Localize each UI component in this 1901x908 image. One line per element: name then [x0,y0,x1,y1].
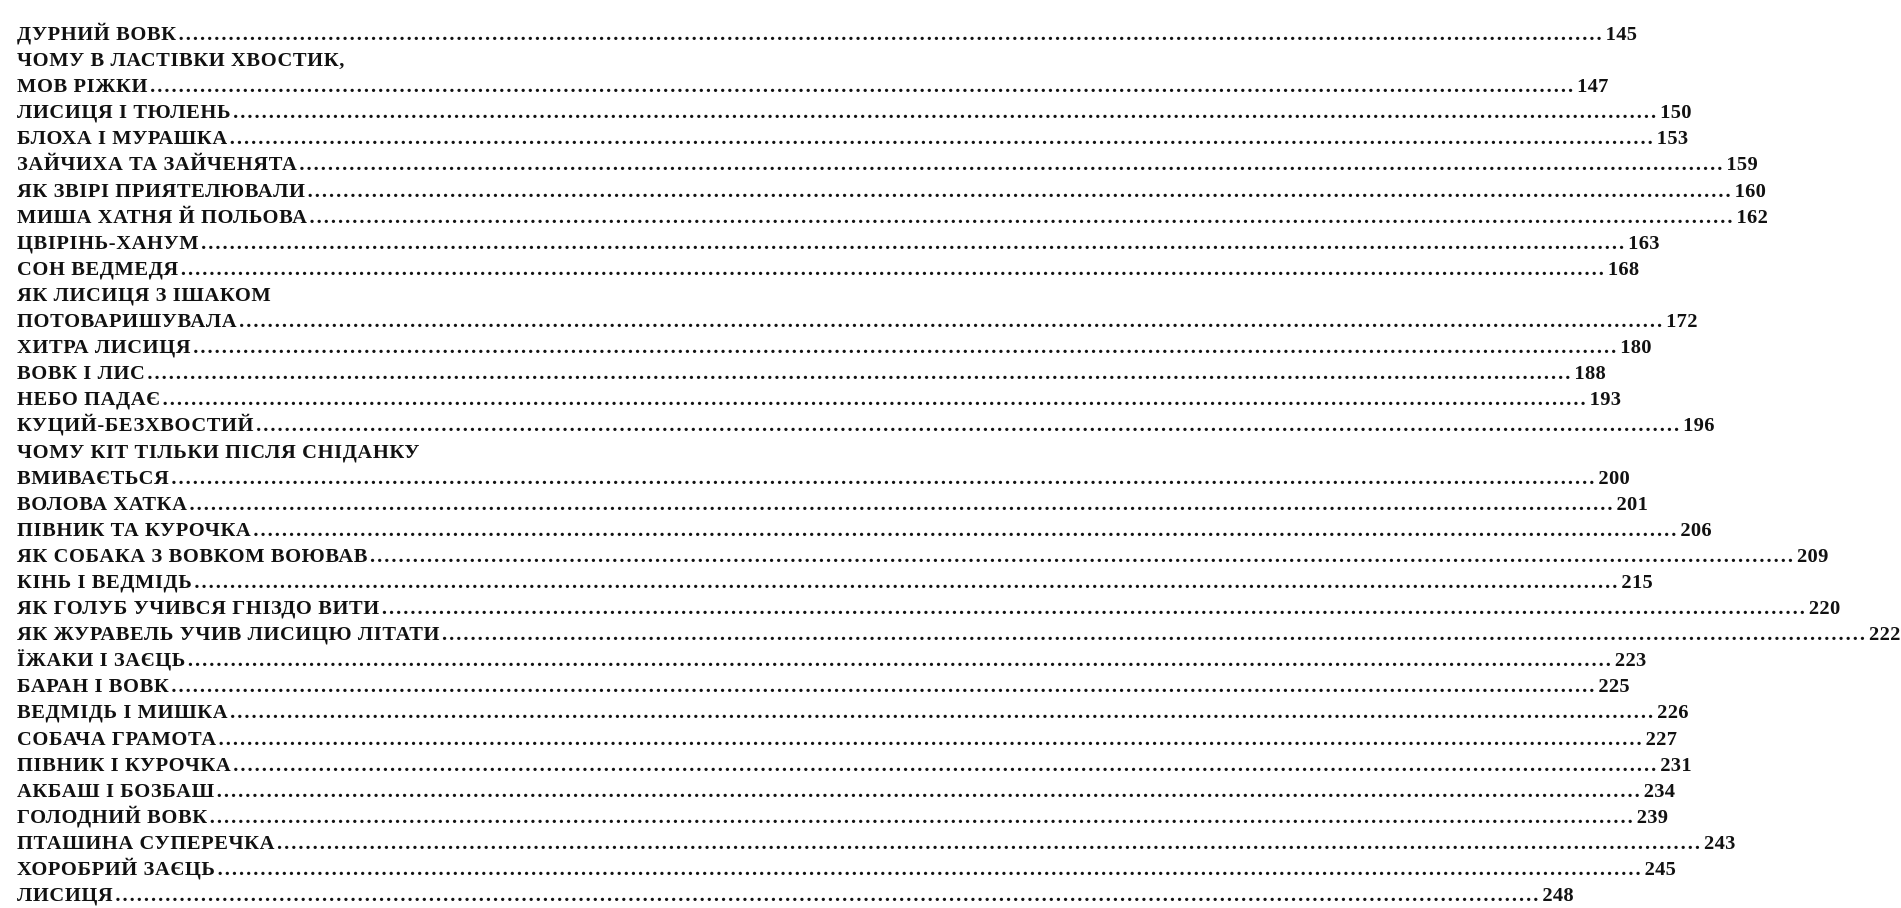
toc-entry-title: ГОЛОДНИЙ ВОВК [17,805,208,828]
dot-leader: ........................................................................................................................................................................................................ [217,858,1643,880]
toc-entry-title: НЕБО ПАДАЄ [17,388,161,411]
dot-leader: ........................................................................................................................................................................................................ [442,623,1868,646]
toc-entry [17,726,1678,752]
toc-entry [17,569,1654,595]
toc-entry [17,543,1829,569]
toc-entry-page-number: 201 [1616,492,1649,515]
toc-entry [17,439,591,465]
toc-entry [17,256,1640,282]
toc-entry [17,125,1689,151]
toc-entry [17,99,1692,125]
dot-leader: ........................................................................................................................................................................................................ [233,753,1659,776]
dot-leader: ........................................................................................................................................................................................................ [201,231,1627,254]
dot-leader: ........................................................................................................................................................................................................ [193,336,1619,359]
toc-entry-page-number: 168 [1607,257,1640,280]
toc-entry [17,386,1622,412]
dot-leader: ........................................................................................................................................................................................................ [253,518,1679,541]
toc-entry-page-number: 153 [1656,127,1689,150]
dot-leader: ........................................................................................................................................................................................................ [230,701,1656,724]
toc-entry-title: ЛИСИЦЯ [17,884,114,907]
toc-entry-page-number: 206 [1680,518,1712,541]
toc-entry-page-number: 160 [1734,179,1767,202]
toc-entry [17,882,1574,908]
toc-entry-page-number: 223 [1614,649,1647,672]
dot-leader: ........................................................................................................................................................................................................ [307,179,1733,202]
table-of-contents [17,0,1901,908]
toc-entry-page-number: 150 [1660,101,1692,124]
toc-entry [17,778,1676,804]
toc-entry-title: ВМИВАЄТЬСЯ [17,466,170,489]
toc-entry-page-number: 225 [1598,675,1630,698]
toc-entry [17,673,1630,699]
toc-entry-page-number: 180 [1620,336,1652,359]
toc-entry-title: МОВ РІЖКИ [17,75,149,98]
toc-entry-title: БЛОХА І МУРАШКА [17,127,228,150]
dot-leader: ........................................................................................................................................................................................................ [115,884,1541,907]
toc-entry-title: ПІВНИК І КУРОЧКА [17,753,232,776]
toc-entry-page-number: 188 [1574,362,1607,385]
toc-entry [17,308,1698,334]
dot-leader: ........................................................................................................................................................................................................ [216,779,1642,802]
toc-entry-title: ПІВНИК ТА КУРОЧКА [17,518,252,541]
toc-entry [17,752,1692,778]
dot-leader: ........................................................................................................................................................................................................ [229,127,1655,150]
toc-entry-title: ПТАШИНА СУПЕРЕЧКА [17,831,276,854]
toc-entry-page-number: 209 [1797,544,1829,567]
toc-entry-title: КІНЬ І ВЕДМІДЬ [17,570,193,593]
toc-entry [17,595,1841,621]
toc-entry-title: ЯК ЛИСИЦЯ З ІШАКОМ [17,283,272,306]
toc-entry-title: ЧОМУ В ЛАСТІВКИ ХВОСТИК, [17,49,345,72]
toc-entry-title: ЦВІРІНЬ-ХАНУМ [17,231,200,254]
toc-entry [17,517,1712,543]
toc-entry-title: ЇЖАКИ І ЗАЄЦЬ [17,649,186,672]
dot-leader: ........................................................................................................................................................................................................ [171,466,1597,489]
dot-leader: ........................................................................................................................................................................................................ [239,310,1665,333]
toc-entry-page-number: 239 [1636,805,1669,828]
dot-leader: ........................................................................................................................................................................................................ [233,101,1659,124]
toc-entry [17,360,1607,386]
toc-entry-title: ЯК СОБАКА З ВОВКОМ ВОЮВАВ [17,544,368,567]
toc-entry-title: ЛИСИЦЯ І ТЮЛЕНЬ [17,101,232,124]
dot-leader: ........................................................................................................................................................................................................ [187,649,1613,672]
toc-entry [17,647,1647,673]
toc-entry-page-number: 248 [1542,884,1574,907]
toc-entry-page-number: 147 [1577,75,1609,98]
toc-entry-page-number: 172 [1666,310,1698,333]
toc-entry-title: ВЕДМІДЬ І МИШКА [17,701,229,724]
toc-entry-title: ЗАЙЧИХА ТА ЗАЙЧЕНЯТА [17,153,298,176]
toc-entry-page-number: 193 [1589,388,1622,411]
toc-entry [17,412,1715,438]
toc-entry-title: МИША ХАТНЯ Й ПОЛЬОВА [17,205,308,228]
toc-entry-title: ВОЛОВА ХАТКА [17,492,188,515]
toc-entry-title: ДУРНИЙ ВОВК [17,23,177,45]
toc-entry [17,804,1669,830]
toc-entry-page-number: 234 [1643,779,1676,802]
toc-entry-page-number: 162 [1736,205,1769,228]
toc-entry [17,830,1736,856]
toc-entry [17,73,1609,99]
toc-entry-title: ХОРОБРИЙ ЗАЄЦЬ [17,858,216,880]
toc-entry [17,465,1631,491]
dot-leader: ........................................................................................................................................................................................................ [147,362,1573,385]
dot-leader: ........................................................................................................................................................................................................ [178,23,1604,45]
toc-entry-title: ВОВК І ЛИС [17,362,146,385]
toc-entry-title: БАРАН І ВОВК [17,675,170,698]
toc-entry-title: ХИТРА ЛИСИЦЯ [17,336,192,359]
dot-leader: ........................................................................................................................................................................................................ [150,75,1576,98]
toc-entry [17,151,1759,177]
toc-entry-title: АКБАШ І БОЗБАШ [17,779,215,802]
toc-entry-page-number: 159 [1726,153,1759,176]
toc-entry [17,856,1677,882]
dot-leader: ........................................................................................................................................................................................................ [209,805,1635,828]
dot-leader: ........................................................................................................................................................................................................ [299,153,1725,176]
toc-entry [17,491,1649,517]
toc-entry-page-number: 215 [1621,570,1654,593]
toc-entry-page-number: 163 [1628,231,1660,254]
dot-leader: ........................................................................................................................................................................................................ [189,492,1615,515]
toc-entry-title: СОБАЧА ГРАМОТА [17,727,217,750]
toc-entry-title: ЯК ЗВІРІ ПРИЯТЕЛЮВАЛИ [17,179,306,202]
dot-leader: ........................................................................................................................................................................................................ [162,388,1588,411]
toc-entry-page-number: 200 [1598,466,1631,489]
toc-entry-page-number: 243 [1704,831,1736,854]
dot-leader: ........................................................................................................................................................................................................ [309,205,1735,228]
toc-entry [17,178,1767,204]
toc-entry-title: ЯК ЖУРАВЕЛЬ УЧИВ ЛИСИЦЮ ЛІТАТИ [17,623,441,646]
dot-leader: ........................................................................................................................................................................................................ [256,414,1682,437]
dot-leader: ........................................................................................................................................................................................................ [381,597,1807,620]
toc-entry [17,699,1689,725]
toc-entry-page-number: 231 [1660,753,1692,776]
toc-entry [17,282,591,308]
dot-leader: ........................................................................................................................................................................................................ [180,257,1606,280]
toc-entry-page-number: 222 [1869,623,1901,646]
toc-entry-page-number: 245 [1644,858,1677,880]
toc-entry-title: КУЦИЙ-БЕЗХВОСТИЙ [17,414,255,437]
toc-entry [17,21,1638,47]
toc-entry-page-number: 196 [1683,414,1715,437]
toc-entry [17,621,1901,647]
dot-leader: ........................................................................................................................................................................................................ [277,831,1703,854]
toc-entry-title: ПОТОВАРИШУВАЛА [17,310,238,333]
toc-entry-title: СОН ВЕДМЕДЯ [17,257,179,280]
toc-entry [17,204,1769,230]
toc-entry-page-number: 220 [1808,597,1841,620]
dot-leader: ........................................................................................................................................................................................................ [171,675,1597,698]
toc-entry-title: ЧОМУ КІТ ТІЛЬКИ ПІСЛЯ СНІДАНКУ [17,440,421,463]
dot-leader: ........................................................................................................................................................................................................ [218,727,1644,750]
toc-entry-page-number: 227 [1645,727,1678,750]
dot-leader: ........................................................................................................................................................................................................ [370,544,1795,567]
dot-leader: ........................................................................................................................................................................................................ [194,570,1620,593]
toc-entry [17,230,1660,256]
toc-entry [17,47,591,73]
toc-entry-page-number: 145 [1605,23,1638,45]
toc-entry [17,334,1652,360]
toc-entry-title: ЯК ГОЛУБ УЧИВСЯ ГНІЗДО ВИТИ [17,597,380,620]
toc-entry-page-number: 226 [1657,701,1689,724]
